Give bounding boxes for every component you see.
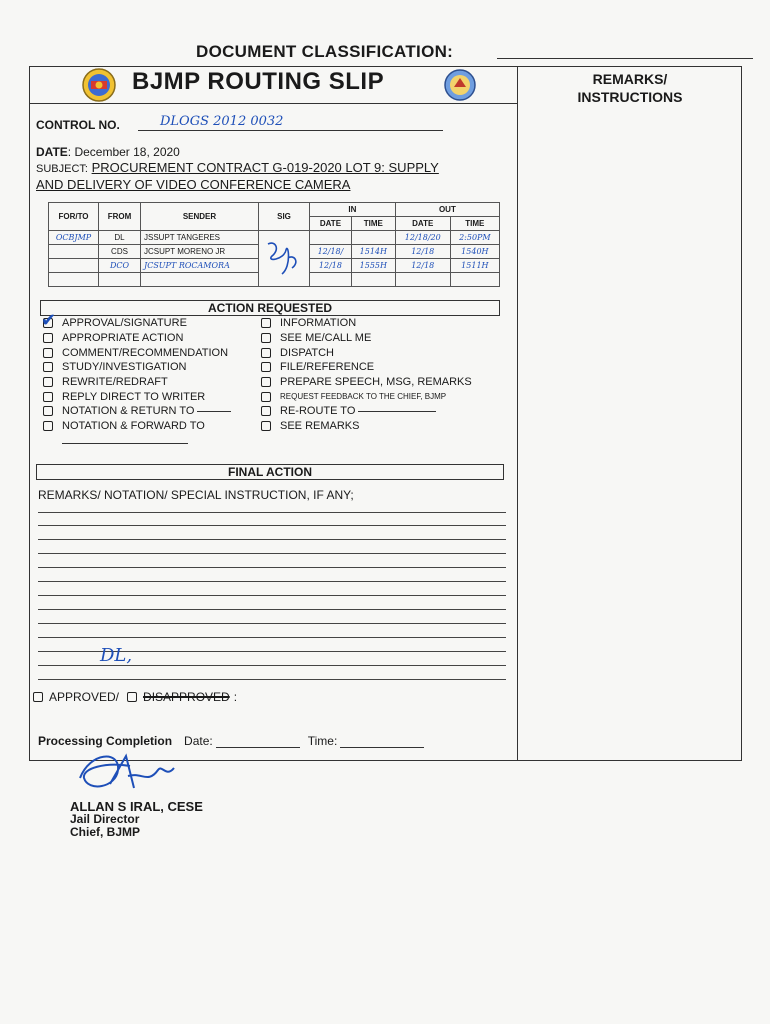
remarks-line[interactable] [38, 623, 506, 624]
option-rewrite-redraft[interactable]: REWRITE/REDRAFT [43, 375, 231, 390]
col-for-to: FOR/TO [49, 203, 99, 231]
checkbox[interactable] [127, 692, 137, 702]
control-no-label: CONTROL NO. [36, 118, 120, 132]
checkbox[interactable] [261, 348, 271, 358]
option-prepare-speech[interactable]: PREPARE SPEECH, MSG, REMARKS [261, 375, 472, 390]
remarks-line[interactable] [38, 581, 506, 582]
option-information[interactable]: INFORMATION [261, 316, 472, 331]
checkbox[interactable] [261, 406, 271, 416]
option-approval-signature[interactable]: APPROVAL/SIGNATURE [43, 316, 231, 331]
col-in: IN [310, 203, 396, 217]
check-mark-icon: ✔ [41, 310, 57, 330]
col-out: OUT [395, 203, 499, 217]
table-row: CDS JCSUPT MORENO JR 12/18/ 1514H 12/18 1540H [49, 245, 500, 259]
option-request-feedback[interactable]: REQUEST FEEDBACK TO THE CHIEF, BJMP [261, 389, 472, 404]
signatory-block [70, 800, 203, 839]
table-row: DCO JCSUPT ROCAMORA 12/18 1555H 12/18 1511H [49, 259, 500, 273]
option-reply-direct[interactable]: REPLY DIRECT TO WRITER [43, 389, 231, 404]
table-row: OCBJMP DL JSSUPT TANGERES 12/18/20 2:50PM [49, 231, 500, 245]
remarks-line[interactable] [38, 609, 506, 610]
final-action-heading: FINAL ACTION [36, 464, 504, 480]
remarks-line[interactable] [38, 525, 506, 526]
option-re-route[interactable]: RE-ROUTE TO [261, 404, 472, 419]
subject: SUBJECT: PROCUREMENT CONTRACT G-019-2020 LOT 9: SUPPLY AND DELIVERY OF VIDEO CONFERENCE CAMERA [36, 160, 439, 192]
remarks-line[interactable] [38, 567, 506, 568]
checkbox[interactable] [43, 406, 53, 416]
option-notation-return[interactable]: NOTATION & RETURN TO [43, 404, 231, 419]
bjmp-logo-left-icon [81, 68, 117, 102]
forward-to-blank [62, 443, 188, 444]
remarks-line[interactable] [38, 539, 506, 540]
option-see-remarks[interactable]: SEE REMARKS [261, 419, 472, 434]
checkbox[interactable] [261, 362, 271, 372]
checkbox[interactable] [261, 377, 271, 387]
signatory-name: ALLAN S IRAL, CESE [70, 799, 203, 814]
checkbox[interactable] [33, 692, 43, 702]
col-sig: SIG [259, 203, 310, 231]
remarks-line[interactable] [38, 595, 506, 596]
action-options-left [43, 316, 231, 434]
control-no-line [138, 130, 443, 131]
signature-cell [259, 231, 310, 287]
approved-option[interactable]: APPROVED/ [33, 690, 119, 704]
option-see-me[interactable]: SEE ME/CALL ME [261, 331, 472, 346]
date-line: DATE: December 18, 2020 [36, 145, 180, 159]
option-appropriate-action[interactable]: APPROPRIATE ACTION [43, 331, 231, 346]
processing-time-field[interactable] [340, 747, 424, 748]
signature-icon [70, 748, 190, 800]
option-file-reference[interactable]: FILE/REFERENCE [261, 360, 472, 375]
checkbox[interactable] [261, 392, 271, 402]
col-out-time: TIME [450, 217, 499, 231]
col-in-date: DATE [310, 217, 352, 231]
document-classification-label: DOCUMENT CLASSIFICATION: [196, 42, 454, 61]
initials-signature-icon [262, 236, 306, 280]
action-requested-heading: ACTION REQUESTED [40, 300, 500, 316]
option-notation-forward[interactable]: NOTATION & FORWARD TO [43, 419, 231, 434]
checkbox[interactable] [261, 333, 271, 343]
remarks-column-divider [517, 66, 518, 761]
col-sender: SENDER [141, 203, 259, 231]
handwritten-note: DL, [100, 645, 133, 666]
option-comment-recommendation[interactable]: COMMENT/RECOMMENDATION [43, 345, 231, 360]
checkbox[interactable] [43, 392, 53, 402]
disapproved-option[interactable]: DISAPPROVED : [127, 690, 237, 704]
checkbox[interactable] [43, 377, 53, 387]
checkbox[interactable] [43, 333, 53, 343]
bjmp-logo-right-icon [443, 68, 477, 102]
col-out-date: DATE [395, 217, 450, 231]
option-study-investigation[interactable]: STUDY/INVESTIGATION [43, 360, 231, 375]
remarks-line[interactable] [38, 553, 506, 554]
signatory-office: Chief, BJMP [70, 825, 141, 839]
col-in-time: TIME [351, 217, 395, 231]
page-title: BJMP ROUTING SLIP [132, 68, 385, 95]
remarks-line[interactable] [38, 512, 506, 513]
checkbox[interactable] [43, 362, 53, 372]
signatory-position: Jail Director [70, 812, 140, 826]
option-dispatch[interactable]: DISPATCH [261, 345, 472, 360]
control-no-value: DLOGS 2012 0032 [160, 114, 284, 129]
checkbox[interactable] [261, 421, 271, 431]
remarks-notation-label: REMARKS/ NOTATION/ SPECIAL INSTRUCTION, IF ANY; [38, 488, 354, 502]
routing-table [48, 202, 500, 287]
remarks-instructions-heading: REMARKS/ INSTRUCTIONS [577, 71, 683, 105]
classification-blank [497, 58, 753, 59]
checkbox[interactable] [43, 421, 53, 431]
col-from: FROM [99, 203, 141, 231]
remarks-line[interactable] [38, 637, 506, 638]
action-options-right [261, 316, 472, 434]
checkbox[interactable] [43, 348, 53, 358]
processing-date-field[interactable] [216, 747, 300, 748]
processing-completion: Processing Completion Date: Time: [38, 734, 432, 748]
approval-line [33, 690, 237, 704]
checkbox[interactable] [261, 318, 271, 328]
title-divider [29, 103, 518, 104]
remarks-line[interactable] [38, 679, 506, 680]
